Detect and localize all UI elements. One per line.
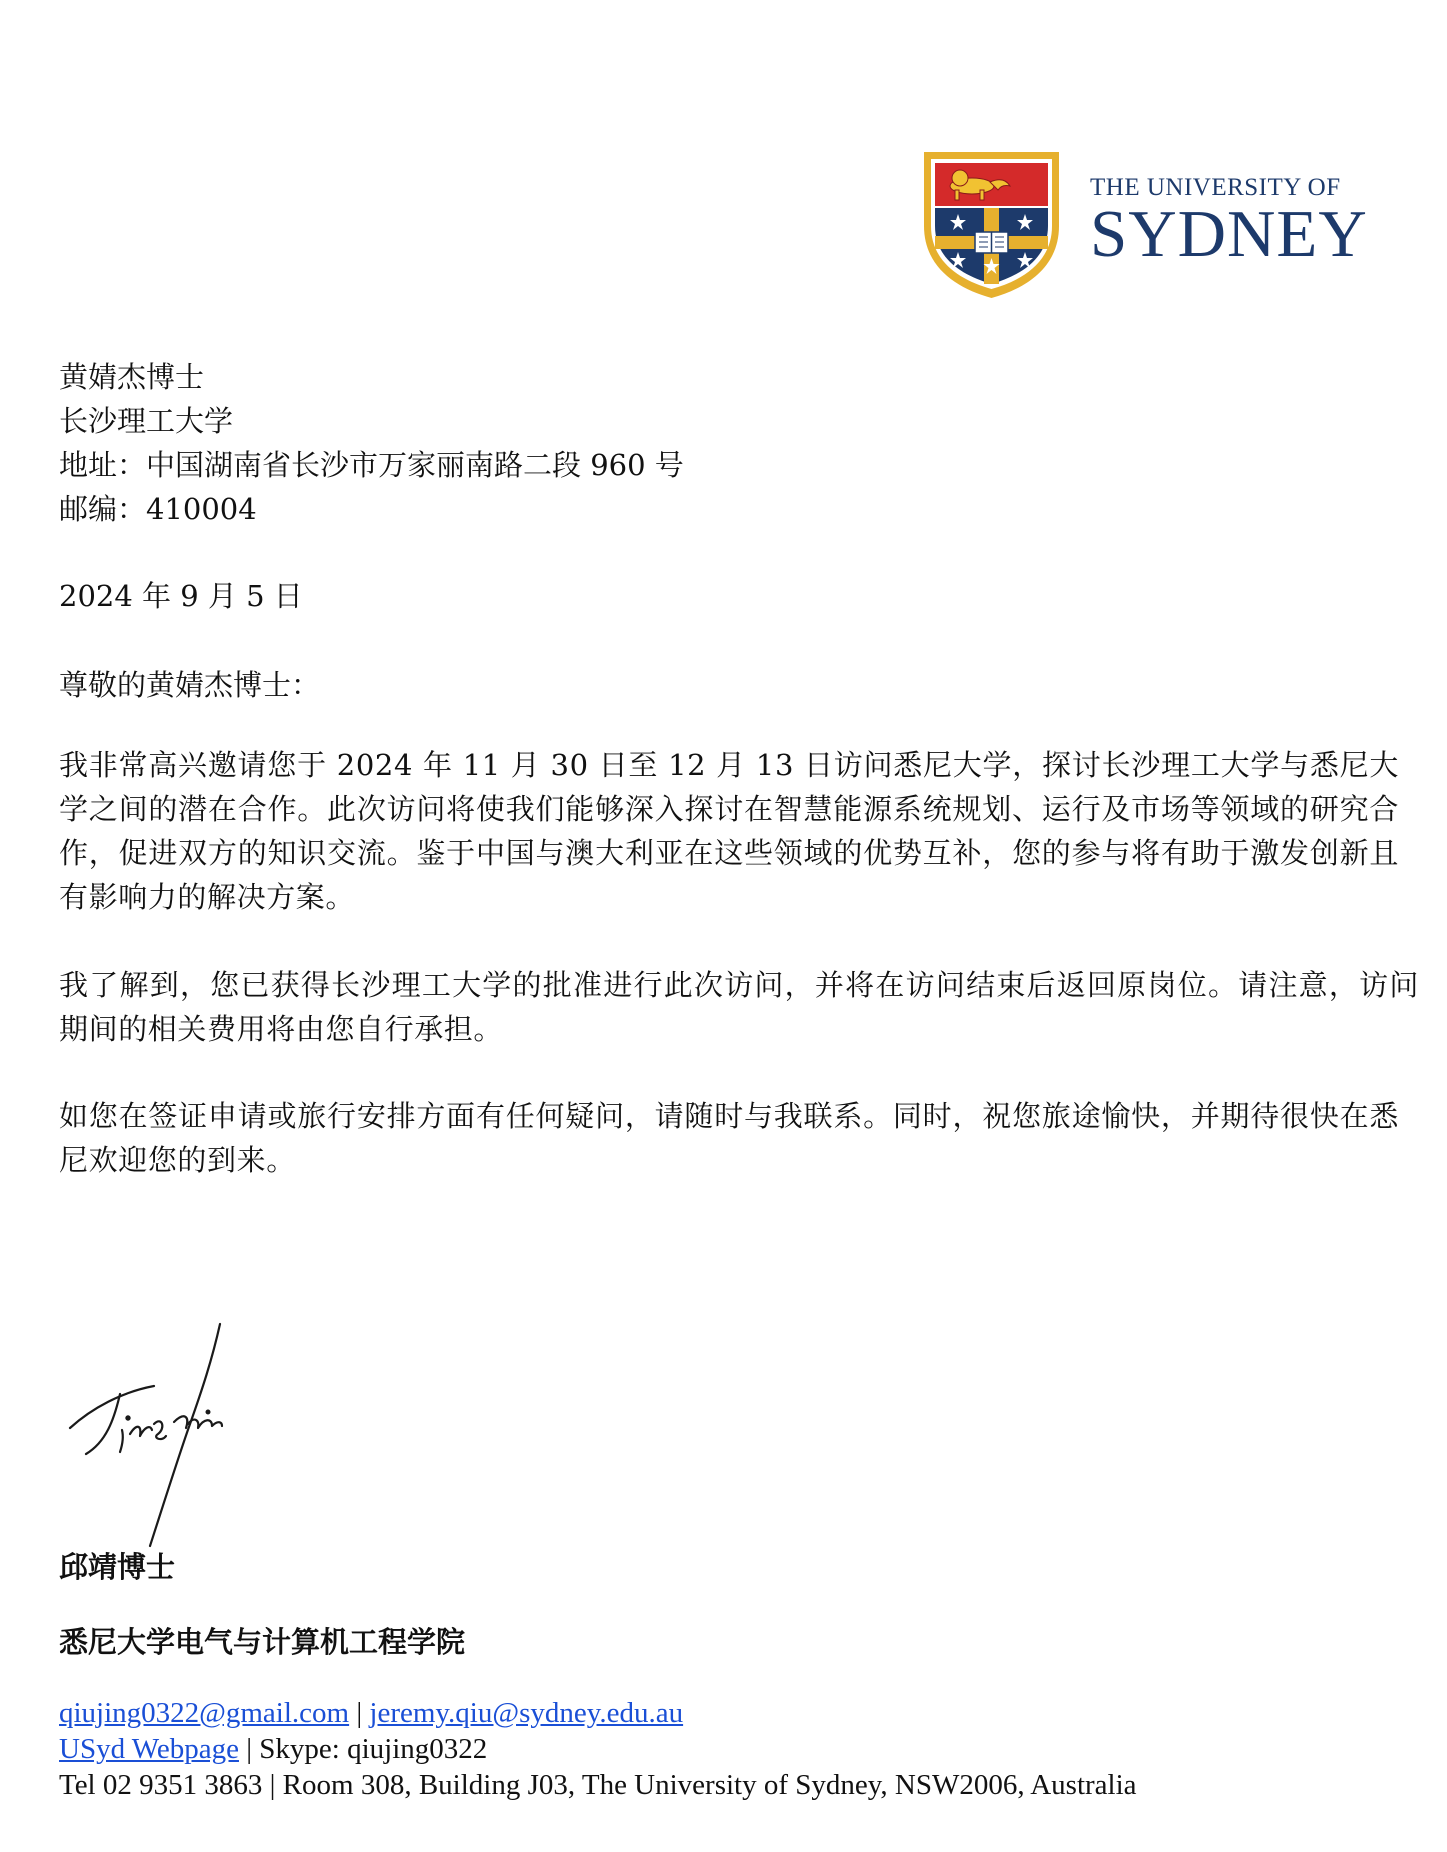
- recipient-name: 黄婧杰博士: [59, 360, 205, 394]
- wordmark-line2: SYDNEY: [1090, 197, 1368, 271]
- skype-text: | Skype: qiujing0322: [238, 1733, 488, 1765]
- usyd-webpage-link[interactable]: USyd Webpage: [59, 1733, 239, 1765]
- recipient-address: [59, 355, 1419, 531]
- email-link-gmail[interactable]: qiujing0322@gmail.com: [59, 1697, 350, 1729]
- contact-web-line: [59, 1731, 1137, 1767]
- body-paragraph-1: 我非常高兴邀请您于 2024 年 11 月 30 日至 12 月 13 日访问悉尼大学，探讨长沙理工大学与悉尼大学之间的潜在合作。此次访问将使我们能够深入探讨在智慧能源系统规划、运行及市场等领域的研究合作，促进双方的知识交流。鉴于中国与澳大利亚在这些领域的优势互补，您的参与将有助于激发创新且有影响力的解决方案。: [59, 748, 1399, 914]
- body-paragraph-3: 如您在签证申请或旅行安排方面有任何疑问，请随时与我联系。同时，祝您旅途愉快，并期待很快在悉尼欢迎您的到来。: [59, 1099, 1399, 1177]
- recipient-address-line: 地址：中国湖南省长沙市万家丽南路二段 960 号: [59, 448, 684, 482]
- wordmark-line1: THE UNIVERSITY OF: [1090, 174, 1341, 201]
- letter-date: 2024 年 9 月 5 日: [59, 579, 303, 613]
- recipient-postcode: 邮编：410004: [59, 492, 257, 526]
- contact-address-line: Tel 02 9351 3863 | Room 308, Building J03, The University of Sydney, NSW2006, Australia: [59, 1769, 1137, 1801]
- contact-block: [59, 1695, 1137, 1803]
- body-paragraph-2: 我了解到，您已获得长沙理工大学的批准进行此次访问，并将在访问结束后返回原岗位。请注意，访问期间的相关费用将由您自行承担。: [59, 968, 1419, 1046]
- email-link-sydney[interactable]: jeremy.qiu@sydney.edu.au: [369, 1697, 684, 1729]
- contact-emails-line: [59, 1695, 1137, 1731]
- signer-school: 悉尼大学电气与计算机工程学院: [59, 1625, 466, 1659]
- salutation: 尊敬的黄婧杰博士：: [59, 668, 321, 702]
- university-wordmark: [1090, 174, 1368, 271]
- signer-name: 邱靖博士: [59, 1550, 176, 1584]
- email-separator: |: [349, 1697, 370, 1729]
- handwritten-signature: [62, 1320, 252, 1550]
- recipient-institution: 长沙理工大学: [59, 404, 234, 438]
- university-logo: [920, 148, 1370, 303]
- university-crest-icon: [920, 148, 1063, 300]
